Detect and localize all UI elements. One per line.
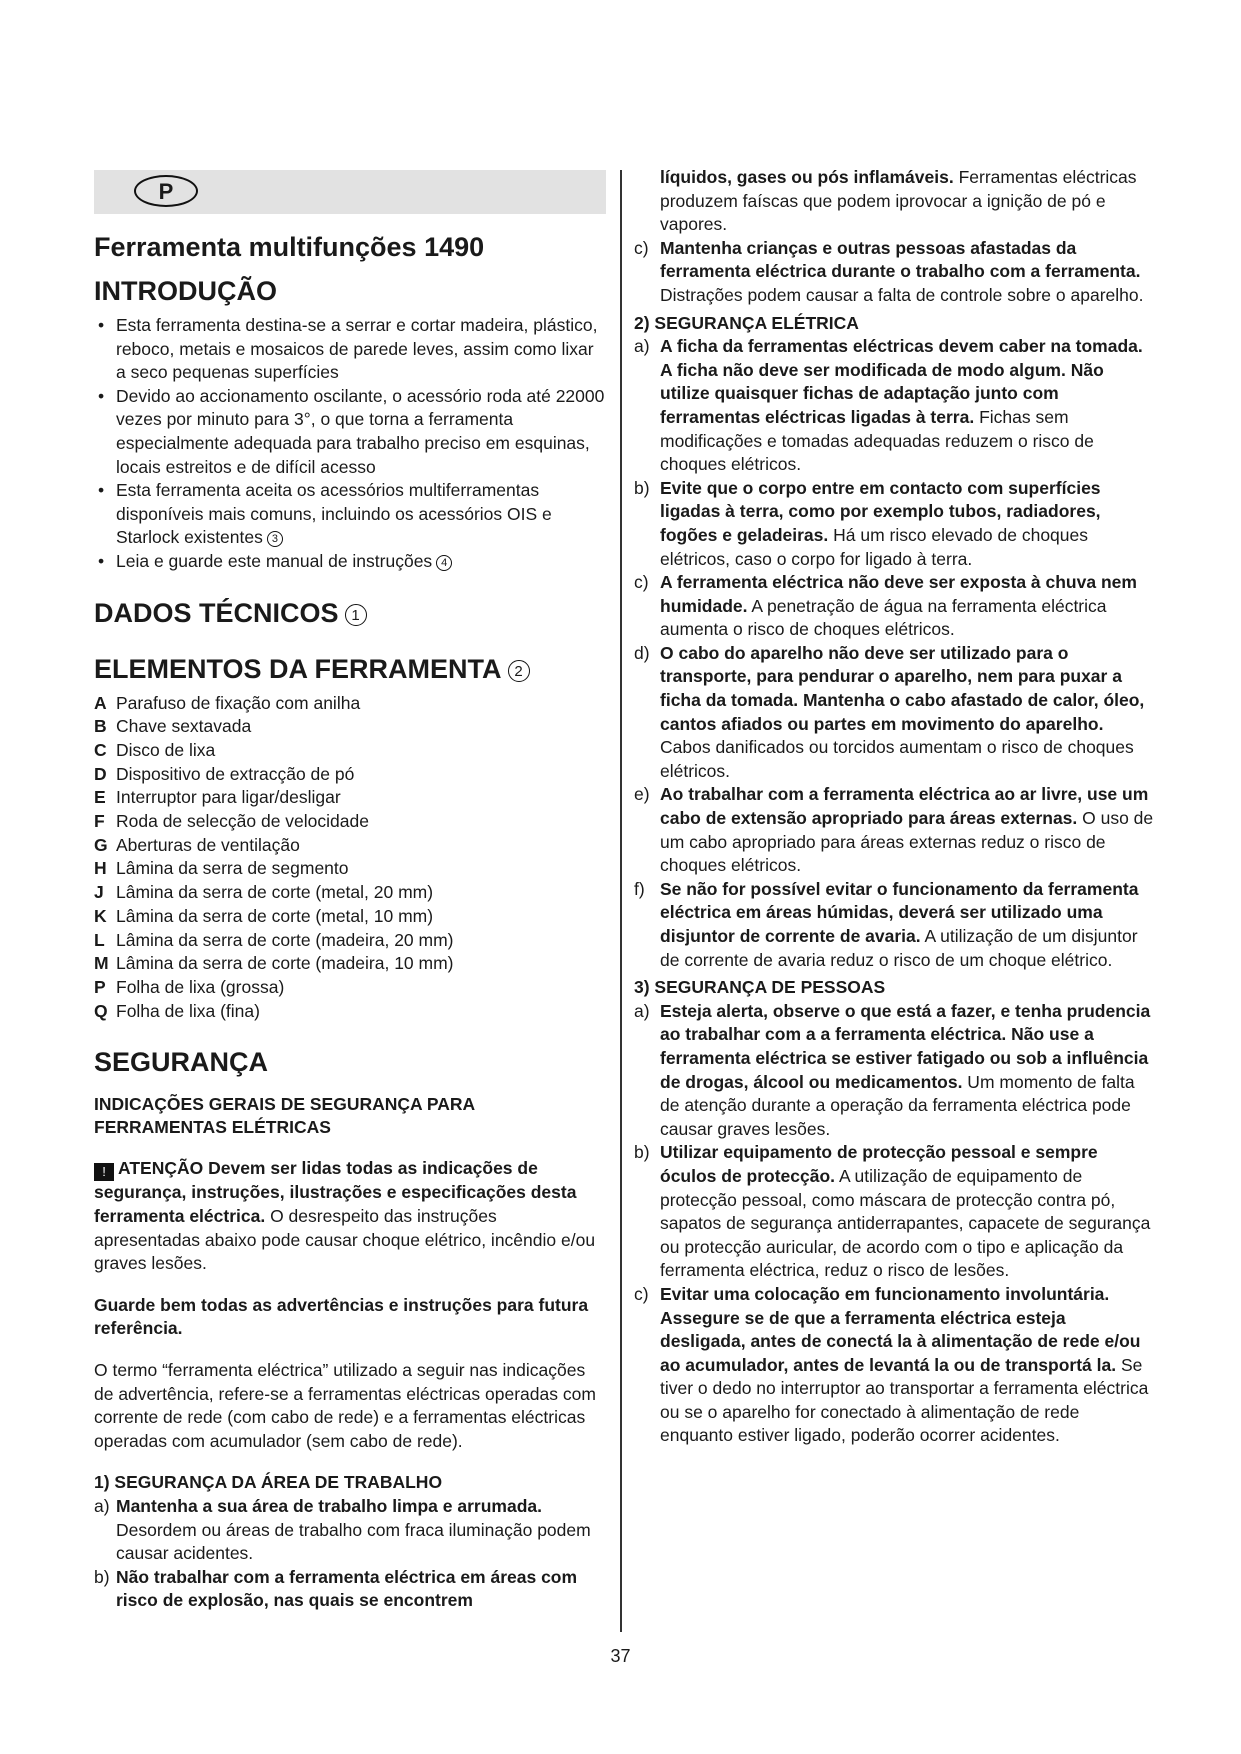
part-letter: E xyxy=(94,787,106,808)
language-badge: P xyxy=(134,175,198,207)
intro-bullets xyxy=(94,314,606,574)
part-letter: J xyxy=(94,882,104,903)
part-label: Lâmina da serra de corte (metal, 10 mm) xyxy=(116,905,434,926)
list-item: e) Ao trabalhar com a ferramenta eléctrica ao ar livre, use um cabo de extensão apropriado para áreas externas. O uso de um cabo apropriado para áreas externas reduz o risco de choques elétricos. xyxy=(634,784,1154,876)
part-item xyxy=(94,905,606,929)
elementos-heading: ELEMENTOS DA FERRAMENTA 2 xyxy=(94,652,606,686)
intro-heading: INTRODUÇÃO xyxy=(94,276,277,306)
part-item xyxy=(94,976,606,1000)
part-letter: L xyxy=(94,929,105,950)
part-label: Roda de selecção de velocidade xyxy=(116,811,369,832)
part-letter: C xyxy=(94,739,107,760)
part-item xyxy=(94,692,606,716)
part-letter: Q xyxy=(94,1000,108,1021)
left-column xyxy=(94,170,606,1613)
term-paragraph: O termo “ferramenta eléctrica” utilizado a seguir nas indicações de advertência, refere-se a ferramentas eléctricas operadas com corrente de rede (com cabo de rede) e a ferramentas eléctricas operadas com acumulador (sem cabo de rede). xyxy=(94,1359,596,1451)
dados-heading: DADOS TÉCNICOS 1 xyxy=(94,596,606,630)
parts-list xyxy=(94,692,606,1024)
part-letter: A xyxy=(94,692,107,713)
product-title: Ferramenta multifunções 1490 xyxy=(94,232,485,262)
part-label: Aberturas de ventilação xyxy=(116,834,300,855)
list-item: c) Mantenha crianças e outras pessoas afastadas da ferramenta eléctrica durante o trabalho com a ferramenta. Distrações podem causar a falta de controle sobre o aparelho. xyxy=(634,237,1144,305)
part-letter: D xyxy=(94,763,107,784)
part-item xyxy=(94,857,606,881)
section-title: 3) SEGURANÇA DE PESSOAS xyxy=(634,977,886,998)
list-item: b) Utilizar equipamento de protecção pessoal e sempre óculos de protecção. A utilização de equipamento de protecção pessoal, como máscara de protecção contra pó, sapatos de segurança antiderrapantes, capacete de segurança ou protecção auricular, de acordo com o tipo e aplicação da ferramenta eléctrica, reduz o risco de lesões. xyxy=(634,1142,1151,1281)
section-title: 1) SEGURANÇA DA ÁREA DE TRABALHO xyxy=(94,1472,443,1493)
list-item: • Esta ferramenta destina-se a serrar e cortar madeira, plástico, reboco, metais e mosaicos de parede leves, assim como lixar a seco pequenas superfícies xyxy=(98,315,598,383)
part-letter: H xyxy=(94,858,107,879)
seguranca-heading: SEGURANÇA xyxy=(94,1047,269,1078)
list-item: a) Esteja alerta, observe o que está a fazer, e tenha prudencia ao trabalhar com a a ferramenta eléctrica. Não use a ferramenta eléctrica se estiver fatigado ou sob a influência de drogas, álcool ou medicamentos. Um momento de falta de atenção durante a operação da ferramenta eléctrica pode causar graves lesões. xyxy=(634,1000,1151,1139)
part-item xyxy=(94,715,606,739)
list-item: a) Mantenha a sua área de trabalho limpa e arrumada. Desordem ou áreas de trabalho com fraca iluminação podem causar acidentes. xyxy=(94,1495,591,1564)
figure-ref: 3 xyxy=(267,531,283,547)
list-item: • Esta ferramenta aceita os acessórios multiferramentas disponíveis mais comuns, incluindo os acessórios OIS e Starlock existentes 3 xyxy=(98,480,552,548)
part-label: Folha de lixa (fina) xyxy=(116,1000,260,1021)
safety-subheading: INDICAÇÕES GERAIS DE SEGURANÇA PARA FERRAMENTAS ELÉTRICAS xyxy=(94,1094,475,1138)
list-item: a) A ficha da ferramentas eléctricas devem caber na tomada. A ficha não deve ser modificada de modo algum. Não utilize quaisquer fichas de adaptação junto com ferramentas eléctricas ligadas à terra. Fichas sem modificações e tomadas adequadas reduzem o risco de choques elétricos. xyxy=(634,336,1143,475)
part-letter: M xyxy=(94,953,109,974)
part-item xyxy=(94,786,606,810)
figure-ref: 2 xyxy=(508,660,530,682)
list-item: c) Evitar uma colocação em funcionamento involuntária. Assegure se de que a ferramenta eléctrica esteja desligada, antes de conectá la à alimentação de rede e/ou ao acumulador, antes de levantá la ou de transportá la. Se tiver o dedo no interruptor ao transportar a ferramenta eléctrica ou se o aparelho for conectado à alimentação de rede enquanto estiver ligado, poderão ocorrer acidentes. xyxy=(634,1283,1149,1446)
part-item xyxy=(94,952,606,976)
part-label: Disco de lixa xyxy=(116,739,216,760)
list-item: b) Evite que o corpo entre em contacto com superfícies ligadas à terra, como por exemplo tubos, radiadores, fogões e geladeiras. Há um risco elevado de choques elétricos, caso o corpo for ligado à terra. xyxy=(634,477,1101,569)
list-item: f) Se não for possível evitar o funcionamento da ferramenta eléctrica em áreas húmidas, deverá ser utilizado uma disjuntor de corrente de avaria. A utilização de um disjuntor de corrente de avaria reduz o risco de um choque elétrico. xyxy=(634,878,1139,970)
part-item xyxy=(94,763,606,787)
list-item: c) A ferramenta eléctrica não deve ser exposta à chuva nem humidade. A penetração de água na ferramenta eléctrica aumenta o risco de choques elétricos. xyxy=(634,572,1137,640)
part-letter: K xyxy=(94,905,107,926)
list-item: d) O cabo do aparelho não deve ser utilizado para o transporte, para pendurar o aparelho, nem para puxar a ficha da tomada. Mantenha o cabo afastado de calor, óleo, cantos afiados ou partes em movimento do aparelho. Cabos danificados ou torcidos aumentam o risco de choques elétricos. xyxy=(634,642,1145,781)
list-item: • Leia e guarde este manual de instruções 4 xyxy=(94,550,606,574)
part-letter: B xyxy=(94,716,107,737)
part-label: Parafuso de fixação com anilha xyxy=(116,692,361,713)
part-label: Chave sextavada xyxy=(116,716,252,737)
part-letter: P xyxy=(94,976,106,997)
part-item xyxy=(94,834,606,858)
part-letter: G xyxy=(94,834,108,855)
figure-ref: 1 xyxy=(345,604,367,626)
part-item xyxy=(94,810,606,834)
right-column xyxy=(634,166,1154,1448)
part-item xyxy=(94,1000,606,1024)
part-item xyxy=(94,929,606,953)
keep-instructions: Guarde bem todas as advertências e instruções para futura referência. xyxy=(94,1294,589,1339)
part-letter: F xyxy=(94,811,105,832)
list-item: b) Não trabalhar com a ferramenta eléctrica em áreas com risco de explosão, nas quais se encontrem xyxy=(94,1566,578,1611)
part-label: Lâmina da serra de corte (metal, 20 mm) xyxy=(116,882,434,903)
warning-paragraph: ! ATENÇÃO Devem ser lidas todas as indicações de segurança, instruções, ilustrações e especificações desta ferramenta eléctrica. O desrespeito das instruções apresentadas abaixo pode causar choque elétrico, incêndio e/ou graves lesões. xyxy=(94,1158,596,1274)
part-item xyxy=(94,739,606,763)
part-label: Lâmina da serra de corte (madeira, 20 mm) xyxy=(116,929,454,950)
part-item xyxy=(94,881,606,905)
figure-ref: 4 xyxy=(436,555,452,571)
section-title: 2) SEGURANÇA ELÉTRICA xyxy=(634,312,859,333)
page-number: 37 xyxy=(610,1646,631,1666)
language-bar xyxy=(94,170,606,214)
continued-text: líquidos, gases ou pós inflamáveis. Ferramentas eléctricas produzem faíscas que podem iprovocar a ignição de pó e vapores. xyxy=(660,167,1137,235)
part-label: Interruptor para ligar/desligar xyxy=(116,787,341,808)
part-label: Lâmina da serra de segmento xyxy=(116,858,349,879)
list-item: • Devido ao accionamento oscilante, o acessório roda até 22000 vezes por minuto para 3°, o que torna a ferramenta especialmente adequada para trabalho preciso em esquinas, locais estreitos e de difícil acesso xyxy=(98,385,605,477)
part-label: Dispositivo de extracção de pó xyxy=(116,763,355,784)
warning-icon: ! xyxy=(94,1163,114,1181)
part-label: Folha de lixa (grossa) xyxy=(116,976,285,997)
part-label: Lâmina da serra de corte (madeira, 10 mm) xyxy=(116,953,454,974)
column-divider xyxy=(620,170,622,1632)
